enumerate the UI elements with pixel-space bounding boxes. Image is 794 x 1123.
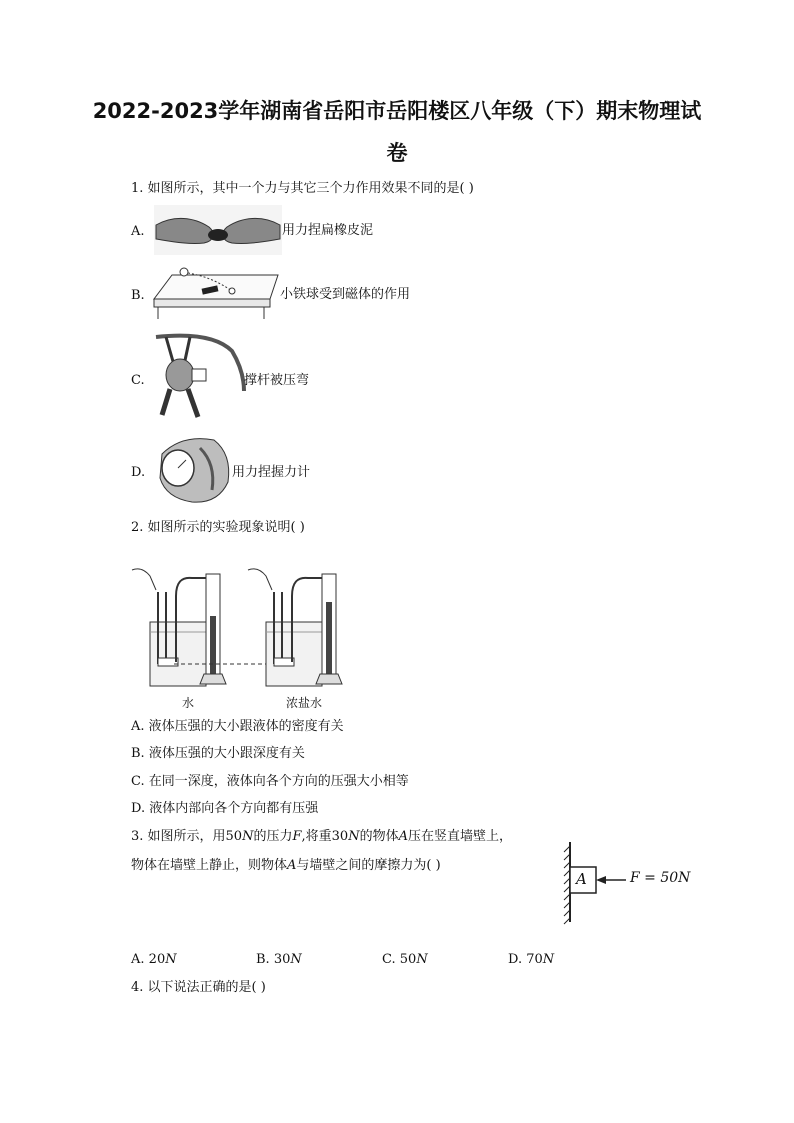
q3-text: 压在竖直墙壁上， <box>407 829 512 844</box>
option-letter: D. <box>508 952 523 967</box>
option-unit: N <box>416 952 428 967</box>
liquid-pressure-experiment-figure <box>130 566 350 690</box>
q3-text: 与墙壁之间的摩擦力为( ) <box>296 858 441 873</box>
q1-option-c-text: 撑杆被压弯 <box>244 373 310 388</box>
brine-setup <box>248 569 342 686</box>
q2-option-b: B. 液体压强的大小跟深度有关 <box>131 746 305 761</box>
q3-text: ,将重30 <box>301 829 349 844</box>
q3-option-b <box>256 951 302 969</box>
clay-squeeze-image <box>154 205 282 255</box>
q3-unit-n: N <box>348 829 360 844</box>
q1-option-d-text: 用力捏握力计 <box>232 465 311 480</box>
force-label: F = 50N <box>630 870 691 886</box>
q3-text: 物体在墙壁上静止，则物体 <box>131 858 288 873</box>
question-4-stem: 4. 以下说法正确的是( ) <box>131 980 266 995</box>
option-value: 30 <box>273 952 291 967</box>
q1-option-a-text: 用力捏扁橡皮泥 <box>282 223 374 238</box>
option-value: 20 <box>148 952 166 967</box>
water-setup <box>132 569 226 686</box>
q1-option-c-letter: C. <box>131 373 145 388</box>
option-value: 70 <box>526 952 543 967</box>
q2-option-a: A. 液体压强的大小跟液体的密度有关 <box>131 719 344 734</box>
q1-option-b-text: 小铁球受到磁体的作用 <box>280 287 411 302</box>
q3-symbol-a: A <box>287 858 297 873</box>
q3-symbol-f: F <box>292 829 302 844</box>
pole-vault-image <box>152 331 244 421</box>
q3-unit-n: N <box>242 829 254 844</box>
option-unit: N <box>165 952 177 967</box>
q3-symbol-a: A <box>398 829 408 844</box>
page-title-continued: 卷 <box>386 141 408 165</box>
q1-option-b-letter: B. <box>131 288 145 303</box>
q3-text: 3. 如图所示，用50 <box>131 829 243 844</box>
q2-option-c: C. 在同一深度，液体向各个方向的压强大小相等 <box>131 774 409 789</box>
question-2-stem: 2. 如图所示的实验现象说明( ) <box>131 520 305 535</box>
question-3-stem-line1 <box>131 828 512 846</box>
q2-option-d: D. 液体内部向各个方向都有压强 <box>131 801 319 816</box>
option-unit: N <box>290 952 302 967</box>
q1-option-d-letter: D. <box>131 465 146 480</box>
option-letter: A. <box>131 952 145 967</box>
q3-option-d <box>508 951 554 969</box>
q3-text: 的压力 <box>253 829 293 844</box>
option-unit: N <box>542 952 555 967</box>
figure-label-water: 水 <box>182 696 195 710</box>
option-value: 50 <box>399 952 417 967</box>
option-letter: C. <box>382 952 396 967</box>
grip-dynamometer-image <box>152 434 232 506</box>
figure-label-brine: 浓盐水 <box>286 696 323 710</box>
q3-option-a <box>131 951 177 969</box>
option-letter: B. <box>256 952 270 967</box>
q3-option-c <box>382 951 428 969</box>
block-label: A <box>576 870 587 888</box>
question-3-stem-line2 <box>131 857 441 875</box>
question-1-stem: 1. 如图所示，其中一个力与其它三个力作用效果不同的是( ) <box>131 181 474 196</box>
q1-option-a-letter: A. <box>131 224 145 239</box>
magnet-ball-image <box>152 263 280 323</box>
q3-text: 的物体 <box>359 829 399 844</box>
page-title: 2022-2023学年湖南省岳阳市岳阳楼区八年级（下）期末物理试 <box>92 99 702 123</box>
